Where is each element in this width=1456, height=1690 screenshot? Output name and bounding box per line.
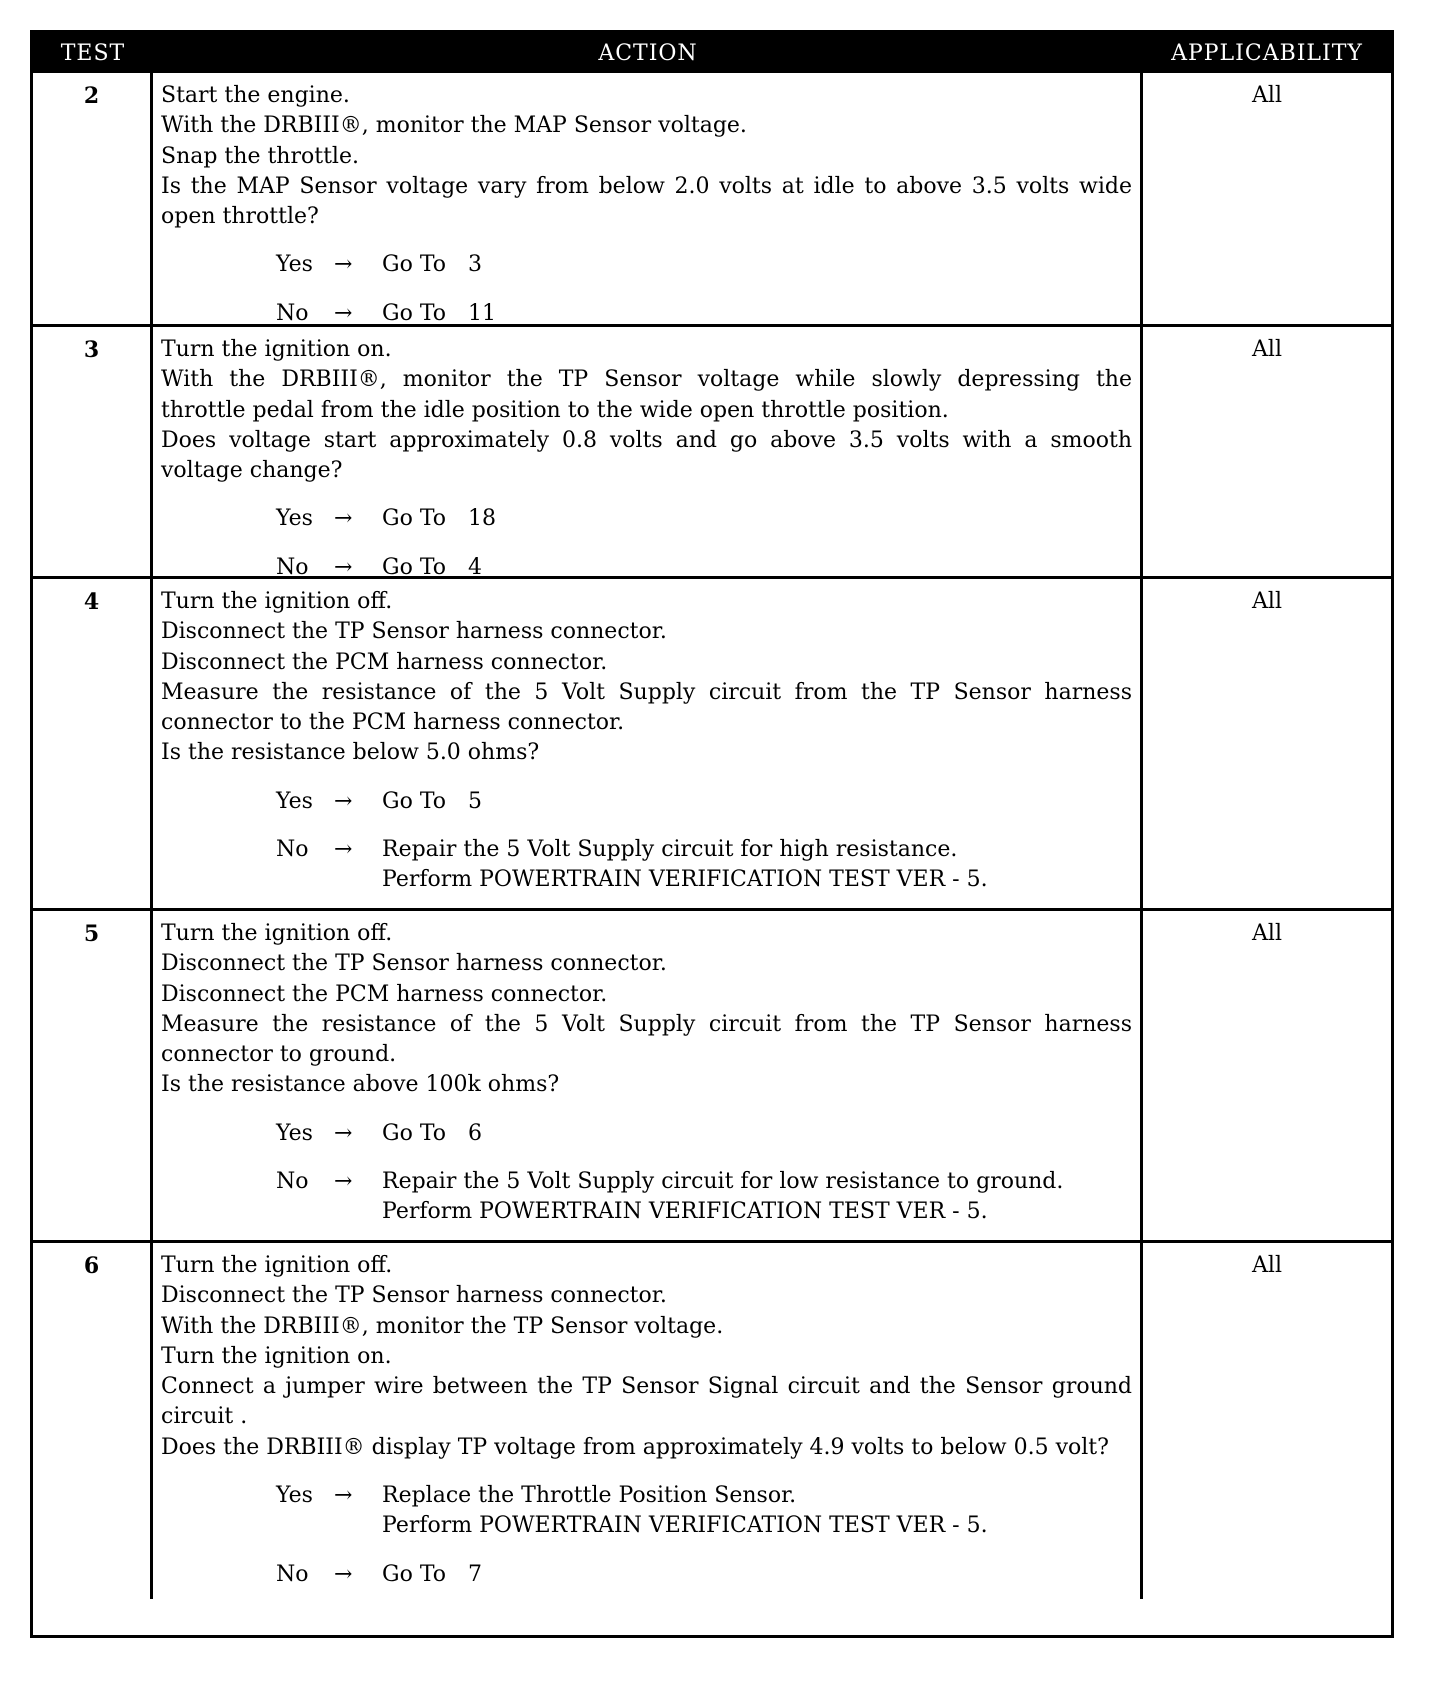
action-line: Turn the ignition off. xyxy=(161,1253,393,1278)
table-row xyxy=(33,324,1391,580)
action-line: Measure the resistance of the 5 Volt Supply circuit from the TP Sensor harness xyxy=(161,1011,1132,1037)
action-line: Is the resistance below 5.0 ohms? xyxy=(161,740,540,766)
action-line: Measure the resistance of the 5 Volt Supply circuit from the TP Sensor harness xyxy=(161,679,1132,705)
result-line: Perform POWERTRAIN VERIFICATION TEST VER - 5. xyxy=(382,867,988,893)
action-line: open throttle? xyxy=(161,204,319,230)
goto-label: Go To xyxy=(382,1120,447,1146)
header-action: ACTION xyxy=(598,40,698,66)
table-row xyxy=(33,908,1391,1240)
action-line: Does voltage start approximately 0.8 volts and go above 3.5 volts with a smooth xyxy=(161,427,1132,453)
goto-target: 6 xyxy=(468,1120,483,1146)
goto-text xyxy=(382,1560,482,1590)
action-line: Turn the ignition off. xyxy=(161,589,393,614)
goto-text xyxy=(382,787,482,817)
goto-text xyxy=(382,1119,482,1149)
table-row xyxy=(33,73,1391,324)
test-number: 6 xyxy=(33,1243,153,1599)
action-cell xyxy=(153,327,1143,580)
test-number: 5 xyxy=(33,911,153,1240)
goto-target: 4 xyxy=(468,554,483,580)
arrow-icon: → xyxy=(334,300,353,326)
goto-target: 11 xyxy=(468,300,497,326)
arrow-icon: → xyxy=(334,1120,353,1146)
table-row xyxy=(33,576,1391,908)
no-label: No xyxy=(276,1169,309,1195)
test-number: 3 xyxy=(33,327,153,576)
no-label: No xyxy=(276,300,309,326)
action-cell xyxy=(153,911,1143,1240)
action-line: connector to ground. xyxy=(161,1042,397,1068)
action-line: Snap the throttle. xyxy=(161,143,359,169)
action-line: throttle pedal from the idle position to the wide open throttle position. xyxy=(161,397,949,423)
action-line: voltage change? xyxy=(161,458,343,484)
goto-label: Go To xyxy=(382,252,447,278)
goto-target: 18 xyxy=(468,506,497,532)
action-line: circuit . xyxy=(161,1404,248,1430)
arrow-icon: → xyxy=(334,252,353,278)
yes-option xyxy=(161,1481,1132,1542)
applicability-cell: All xyxy=(1252,1253,1282,1278)
goto-label: Go To xyxy=(382,506,447,532)
header-applicability: APPLICABILITY xyxy=(1171,40,1363,66)
header-test: TEST xyxy=(60,40,126,66)
goto-target: 3 xyxy=(468,252,483,278)
action-line: Disconnect the PCM harness connector. xyxy=(161,981,608,1007)
action-line: Connect a jumper wire between the TP Sensor Signal circuit and the Sensor ground xyxy=(161,1374,1132,1400)
arrow-icon: → xyxy=(334,1561,353,1587)
arrow-icon: → xyxy=(334,506,353,532)
yes-label: Yes xyxy=(276,252,313,278)
goto-target: 5 xyxy=(468,788,483,814)
result-text xyxy=(382,835,988,896)
arrow-icon: → xyxy=(334,788,353,814)
result-line: Perform POWERTRAIN VERIFICATION TEST VER - 5. xyxy=(382,1199,988,1225)
no-option xyxy=(161,1167,1132,1228)
applicability-cell: All xyxy=(1252,921,1282,946)
goto-text xyxy=(382,504,496,534)
result-text xyxy=(382,1167,1063,1228)
result-line: Repair the 5 Volt Supply circuit for high resistance. xyxy=(382,837,958,863)
yes-label: Yes xyxy=(276,788,313,814)
goto-label: Go To xyxy=(382,300,447,326)
no-label: No xyxy=(276,1561,309,1587)
action-cell xyxy=(153,579,1143,908)
table-header xyxy=(33,33,1391,73)
arrow-icon: → xyxy=(334,1483,353,1509)
action-line: Is the MAP Sensor voltage vary from below 2.0 volts at idle to above 3.5 volts wide xyxy=(161,173,1132,199)
action-line: Disconnect the TP Sensor harness connector. xyxy=(161,951,667,977)
yes-option xyxy=(161,787,1132,817)
goto-label: Go To xyxy=(382,788,447,814)
yes-option xyxy=(161,250,1132,280)
action-line: Disconnect the TP Sensor harness connector. xyxy=(161,1283,667,1309)
yes-label: Yes xyxy=(276,506,313,532)
test-number: 2 xyxy=(33,73,153,324)
goto-label: Go To xyxy=(382,1561,447,1587)
action-line: Turn the ignition on. xyxy=(161,337,392,362)
no-option xyxy=(161,1560,1132,1590)
test-number: 4 xyxy=(33,579,153,908)
table-row xyxy=(33,1240,1391,1599)
result-line: Perform POWERTRAIN VERIFICATION TEST VER - 5. xyxy=(382,1513,988,1539)
result-line: Replace the Throttle Position Sensor. xyxy=(382,1483,797,1509)
no-option xyxy=(161,299,1132,329)
goto-text xyxy=(382,250,482,280)
action-line: With the DRBIII®, monitor the MAP Sensor voltage. xyxy=(161,113,747,139)
action-line: With the DRBIII®, monitor the TP Sensor voltage while slowly depressing the xyxy=(161,367,1132,393)
no-label: No xyxy=(276,554,309,580)
diagnostic-table xyxy=(30,30,1394,1638)
action-line: Turn the ignition off. xyxy=(161,921,393,946)
no-label: No xyxy=(276,837,309,863)
action-cell xyxy=(153,73,1143,324)
applicability-cell: All xyxy=(1252,589,1282,614)
goto-text xyxy=(382,299,496,329)
no-option xyxy=(161,835,1132,896)
action-cell xyxy=(153,1243,1143,1599)
action-line: Disconnect the TP Sensor harness connector. xyxy=(161,619,667,645)
action-line: Turn the ignition on. xyxy=(161,1343,392,1369)
yes-label: Yes xyxy=(276,1120,313,1146)
action-line: connector to the PCM harness connector. xyxy=(161,710,625,736)
arrow-icon: → xyxy=(334,1169,353,1195)
action-line: Disconnect the PCM harness connector. xyxy=(161,649,608,675)
yes-option xyxy=(161,504,1132,534)
yes-label: Yes xyxy=(276,1483,313,1509)
yes-option xyxy=(161,1119,1132,1149)
applicability-cell: All xyxy=(1252,83,1282,108)
result-line: Repair the 5 Volt Supply circuit for low resistance to ground. xyxy=(382,1169,1064,1195)
arrow-icon: → xyxy=(334,554,353,580)
goto-target: 7 xyxy=(468,1561,483,1587)
action-line: Is the resistance above 100k ohms? xyxy=(161,1072,560,1098)
action-line: Start the engine. xyxy=(161,83,350,108)
applicability-cell: All xyxy=(1252,337,1282,362)
goto-label: Go To xyxy=(382,554,447,580)
result-text xyxy=(382,1481,988,1542)
action-line: Does the DRBIII® display TP voltage from approximately 4.9 volts to below 0.5 volt? xyxy=(161,1434,1109,1460)
arrow-icon: → xyxy=(334,837,353,863)
action-line: With the DRBIII®, monitor the TP Sensor voltage. xyxy=(161,1313,724,1339)
